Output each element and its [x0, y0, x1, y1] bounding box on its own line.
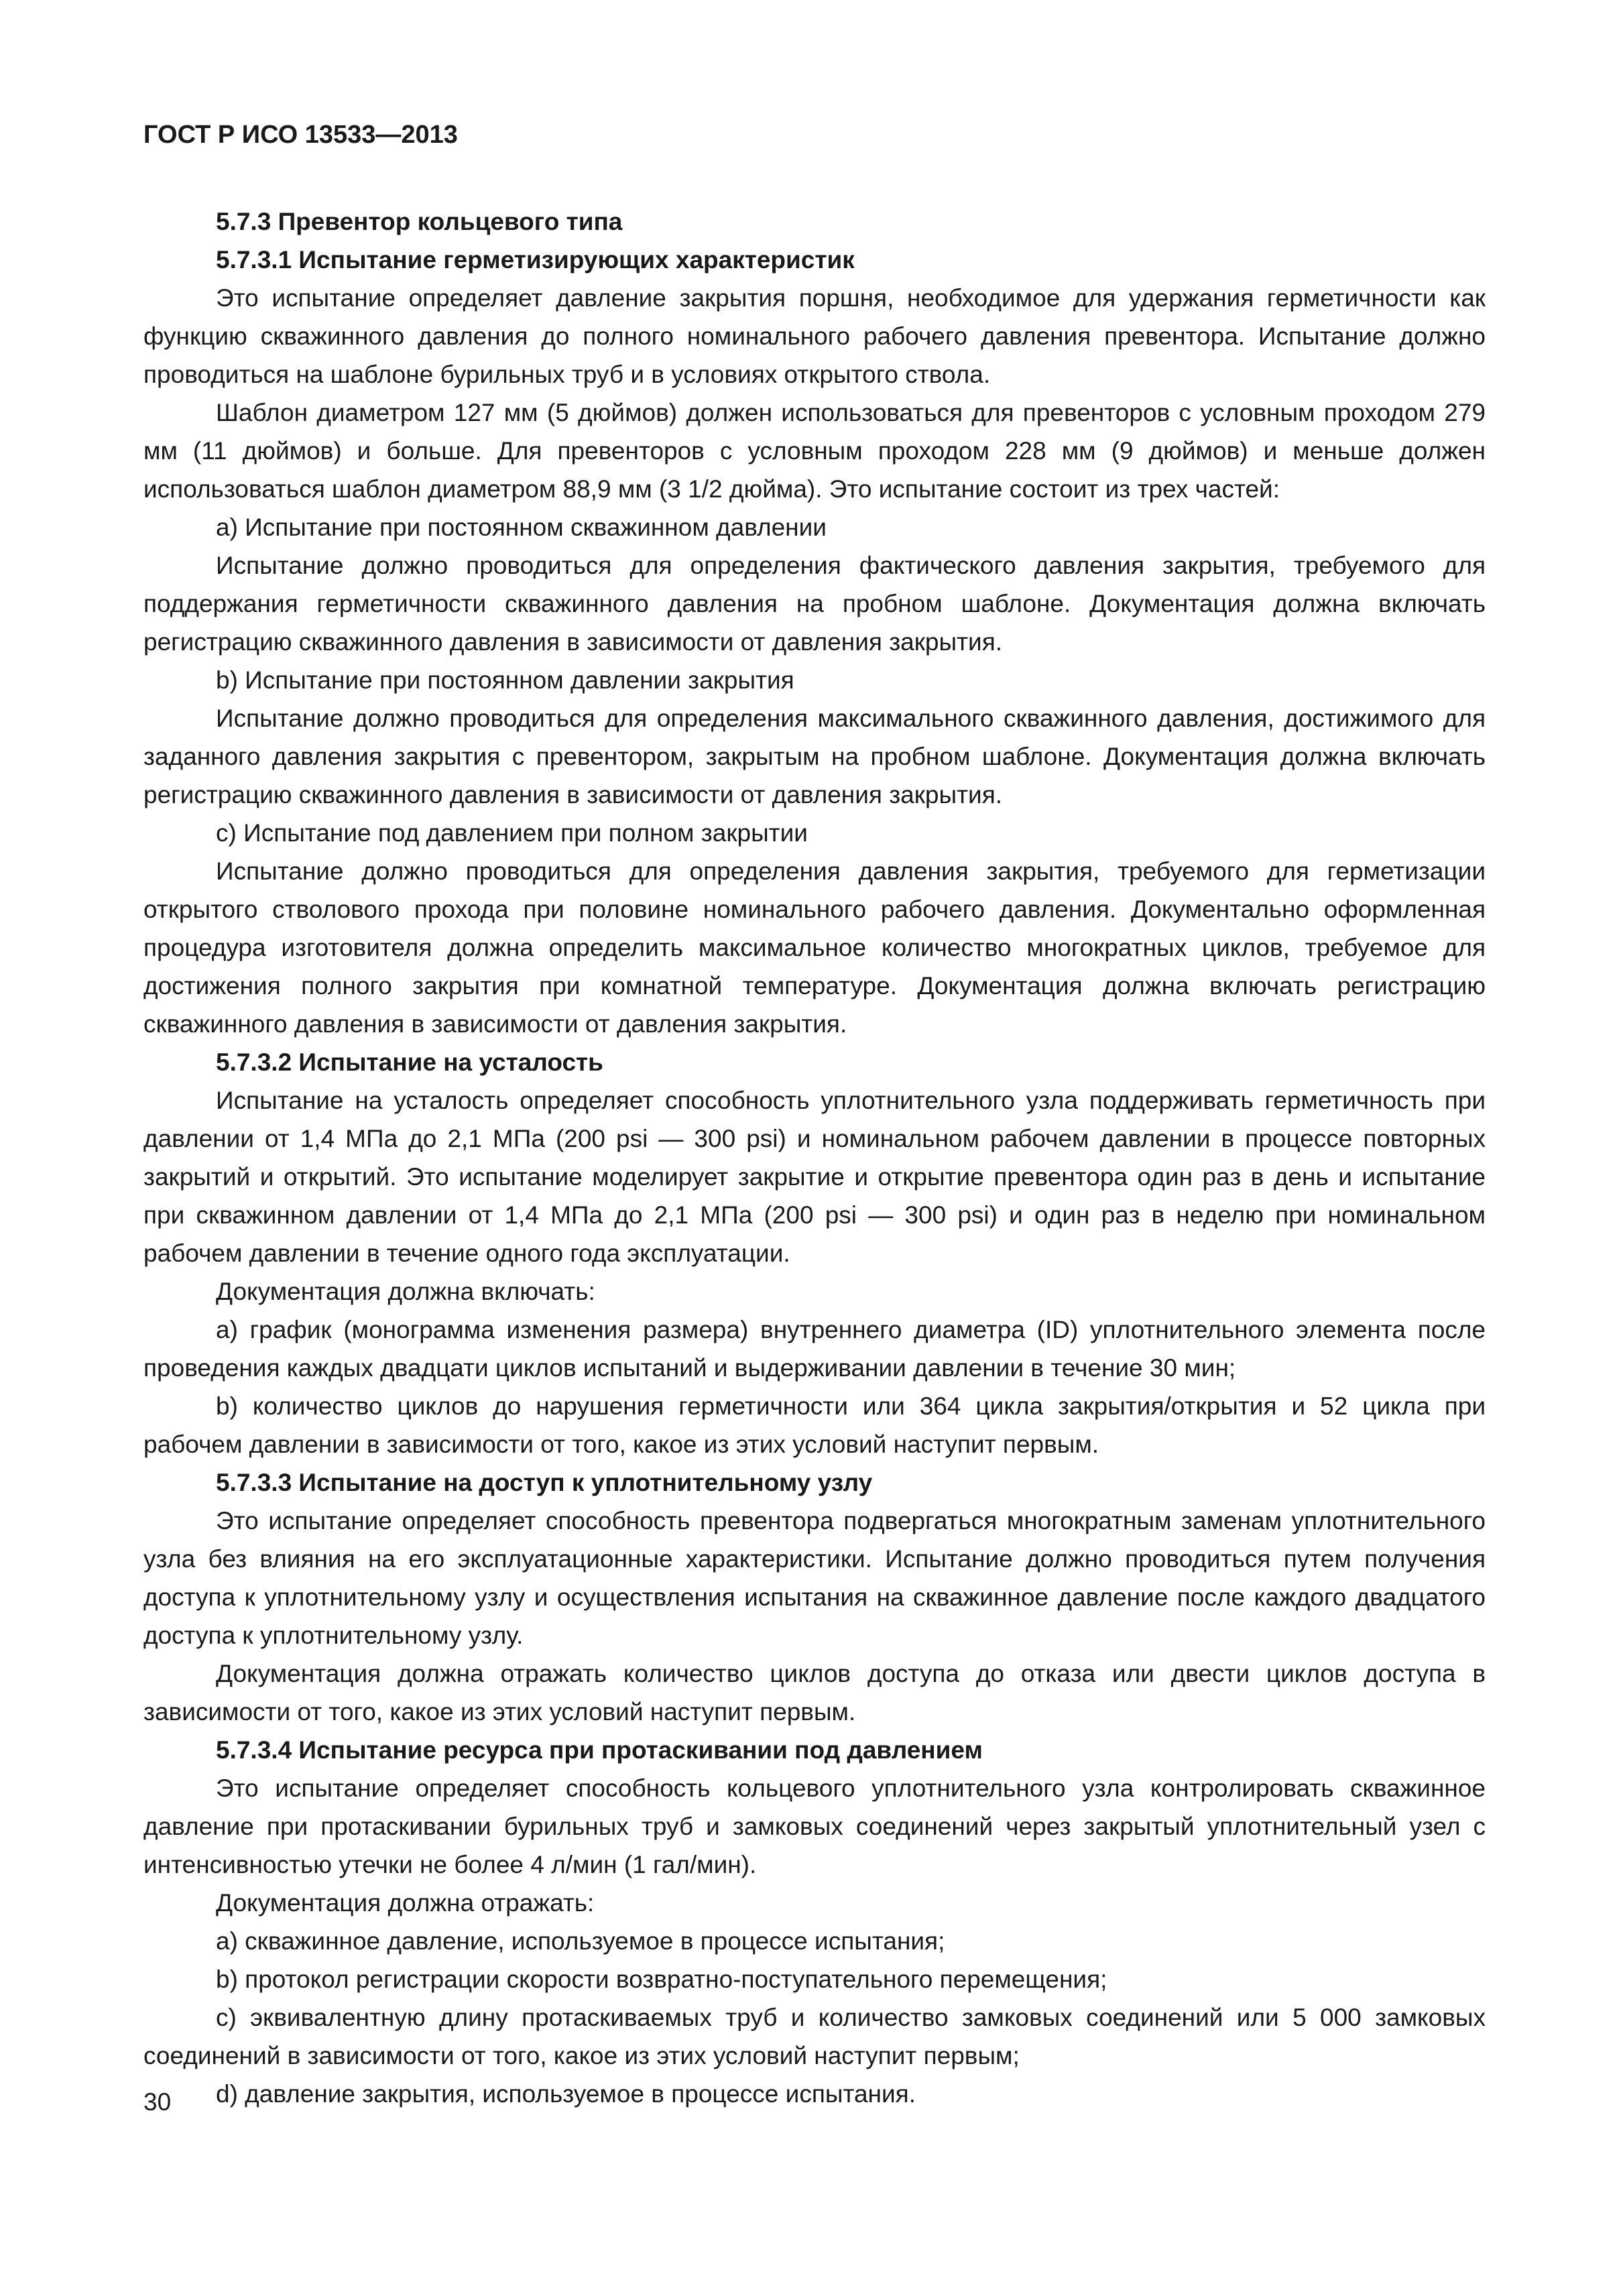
paragraph: Это испытание определяет способность превентора подвергаться многократным заменам уплотнительного узла без влияния на его эксплуатационные характеристики. Испытание должно проводиться путем получения доступа к уплотнительному узлу и осуществления испытания на скважинное давление после каждого двадцатого доступа к уплотнительному узлу. — [143, 1507, 1486, 1649]
list-item: с) Испытание под давлением при полном закрытии — [216, 819, 808, 847]
paragraph: Документация должна отражать количество циклов доступа до отказа или двести циклов доступа в зависимости от того, какое из этих условий наступит первым. — [143, 1660, 1486, 1726]
standard-designation: ГОСТ Р ИСО 13533—2013 — [143, 121, 458, 149]
list-item: b) количество циклов до нарушения герметичности или 364 цикла закрытия/открытия и 52 цикла при рабочем давлении в зависимости от того, какое из этих условий наступит первым. — [143, 1392, 1486, 1458]
paragraph: Документация должна включать: — [216, 1278, 595, 1305]
list-item: с) эквивалентную длину протаскиваемых труб и количество замковых соединений или 5 000 замковых соединений в зависимости от того, какое из этих условий наступит первым; — [143, 2004, 1486, 2069]
list-item: а) Испытание при постоянном скважинном давлении — [216, 513, 827, 541]
subsection-heading: 5.7.3.2 Испытание на усталость — [216, 1048, 603, 1076]
page-number: 30 — [143, 2088, 172, 2116]
list-item: b) Испытание при постоянном давлении закрытия — [216, 666, 794, 694]
list-item: а) скважинное давление, используемое в процессе испытания; — [216, 1927, 945, 1955]
subsection-heading: 5.7.3.4 Испытание ресурса при протаскивании под давлением — [216, 1736, 983, 1764]
list-item: b) протокол регистрации скорости возвратно-поступательного перемещения; — [216, 1966, 1107, 1993]
paragraph: Испытание должно проводиться для определения максимального скважинного давления, достижимого для заданного давления закрытия с превентором, закрытым на пробном шаблоне. Документация должна включать регистрацию скважинного давления в зависимости от давления закрытия. — [143, 705, 1486, 808]
paragraph: Шаблон диаметром 127 мм (5 дюймов) должен использоваться для превенторов с условным проходом 279 мм (11 дюймов) и больше. Для превенторов с условным проходом 228 мм (9 дюймов) и меньше должен использоваться шаблон диаметром 88,9 мм (3 1/2 дюйма). Это испытание состоит из трех частей: — [143, 399, 1486, 503]
section-heading: 5.7.3 Превентор кольцевого типа — [216, 208, 623, 235]
paragraph: Испытание должно проводиться для определения фактического давления закрытия, требуемого для поддержания герметичности скважинного давления на пробном шаблоне. Документация должна включать регистрацию скважинного давления в зависимости от давления закрытия. — [143, 552, 1486, 656]
list-item: d) давление закрытия, используемое в процессе испытания. — [216, 2080, 916, 2108]
paragraph: Это испытание определяет способность кольцевого уплотнительного узла контролировать скважинное давление при протаскивании бурильных труб и замковых соединений через закрытый уплотнительный узел с интенсивностью утечки не более 4 л/мин (1 гал/мин). — [143, 1774, 1486, 1878]
paragraph: Испытание должно проводиться для определения давления закрытия, требуемого для герметизации открытого стволового прохода при половине номинального рабочего давления. Документально оформленная процедура изготовителя должна определить максимальное количество многократных циклов, требуемое для достижения полного закрытия при комнатной температуре. Документация должна включать регистрацию скважинного давления в зависимости от давления закрытия. — [143, 857, 1486, 1038]
list-item: а) график (монограмма изменения размера) внутреннего диаметра (ID) уплотнительного элемента после проведения каждых двадцати циклов испытаний и выдерживании давлении в течение 30 мин; — [143, 1316, 1486, 1382]
paragraph: Испытание на усталость определяет способность уплотнительного узла поддерживать герметичность при давлении от 1,4 МПа до 2,1 МПа (200 psi — 300 psi) и номинальном рабочем давлении в процессе повторных закрытий и открытий. Это испытание моделирует закрытие и открытие превентора один раз в день и испытание при скважинном давлении от 1,4 МПа до 2,1 МПа (200 psi — 300 psi) и один раз в неделю при номинальном рабочем давлении в течение одного года эксплуатации. — [143, 1087, 1486, 1267]
document-body — [143, 202, 1486, 2113]
subsection-heading: 5.7.3.1 Испытание герметизирующих характеристик — [216, 246, 855, 274]
subsection-heading: 5.7.3.3 Испытание на доступ к уплотнительному узлу — [216, 1469, 873, 1496]
paragraph: Это испытание определяет давление закрытия поршня, необходимое для удержания герметичности как функцию скважинного давления до полного номинального рабочего давления превентора. Испытание должно проводиться на шаблоне бурильных труб и в условиях открытого ствола. — [143, 284, 1486, 388]
paragraph: Документация должна отражать: — [216, 1889, 595, 1917]
